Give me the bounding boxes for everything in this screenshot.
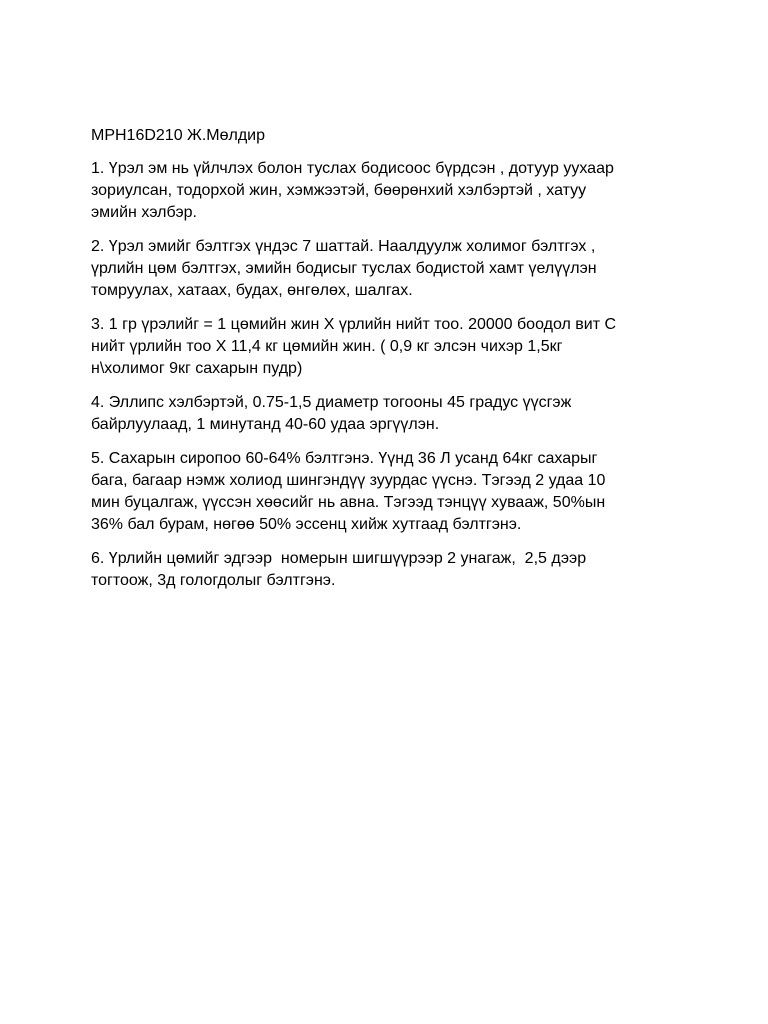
paragraph-5: 5. Сахарын сиропоо 60-64% бэлтгэнэ. Үүнд 36 Л усанд 64кг сахарыг бага, багаар нэмж холиод шингэндүү зуурдас үүснэ. Тэгээд 2 удаа 10 мин буцалгаж, үүссэн хөөсийг нь авна. Тэгээд тэнцүү хувааж, 50%ын 36% бал бурам, нөгөө 50% эссенц хийж хутгаад бэлтгэнэ. [91,450,606,533]
document-body [91,125,691,604]
paragraph-4: 4. Эллипс хэлбэртэй, 0.75-1,5 диаметр тогооны 45 градус үүсгэж байрлуулаад, 1 минутанд 40-60 удаа эргүүлэн. [91,394,572,433]
paragraph-2: 2. Үрэл эмийг бэлтгэх үндэс 7 шаттай. Наалдуулж холимог бэлтгэх , үрлийн цөм бэлтгэх, эмийн бодисыг туслах бодистой хамт үелүүлэн томруулах, хатаах, будах, өнгөлөх, шалгах. [91,238,597,299]
paragraph-6: 6. Үрлийн цөмийг эдгээр номерын шигшүүрээр 2 унагаж, 2,5 дээр тогтоож, 3д гологдолыг бэлтгэнэ. [91,550,587,589]
paragraph-1: 1. Үрэл эм нь үйлчлэх болон туслах бодисоос бүрдсэн , дотуур уухаар зориулсан, тодорхой жин, хэмжээтэй, бөөрөнхий хэлбэртэй , хатуу эмийн хэлбэр. [91,160,614,221]
paragraph-3: 3. 1 гр үрэлийг = 1 цөмийн жин X үрлийн нийт тоо. 20000 боодол вит С нийт үрлийн тоо X 11,4 кг цөмийн жин. ( 0,9 кг элсэн чихэр 1,5кг н\холимог 9кг сахарын пудр) [91,316,617,377]
document-heading: MPH16D210 Ж.Мөлдир [91,127,265,144]
